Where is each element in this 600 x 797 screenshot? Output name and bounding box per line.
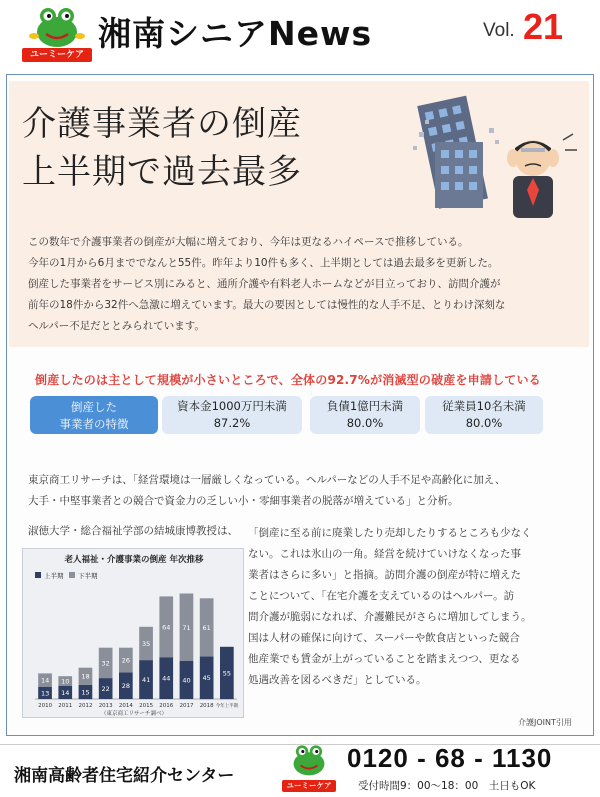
chart-data-label: 15 bbox=[81, 688, 90, 697]
intro-paragraph bbox=[28, 232, 568, 337]
chart-data-label: 14 bbox=[40, 676, 50, 685]
chart-data-label: 35 bbox=[141, 639, 151, 648]
intro-line: ヘルパー不足だととみられています。 bbox=[28, 320, 205, 332]
bankruptcy-chart bbox=[22, 548, 244, 718]
mascot-logo bbox=[22, 4, 92, 62]
stat-value: 80.0% bbox=[346, 416, 384, 430]
business-hours: 受付時間9：00～18：00 土日もOK bbox=[358, 780, 536, 792]
legend-swatch-upper bbox=[35, 572, 41, 578]
chart-data-label: 18 bbox=[81, 672, 90, 681]
chart-legend bbox=[35, 571, 98, 580]
chart-tick-label: 2010 bbox=[38, 703, 53, 709]
stat-value: 80.0% bbox=[465, 416, 503, 430]
quote-line: 問介護が脆弱になれば、介護難民がさらに増加してしまう。 bbox=[248, 611, 532, 623]
chart-tick-label: 2012 bbox=[78, 703, 93, 709]
quote-line: ことについて、「在宅介護を支えているのはヘルパー。訪 bbox=[248, 590, 515, 602]
chart-tick-label: 2018 bbox=[199, 703, 214, 709]
chart-tick-label: 2014 bbox=[118, 703, 133, 709]
phone-number[interactable]: 0120 - 68 - 1130 bbox=[347, 743, 553, 773]
chart-tick-label: 2017 bbox=[179, 703, 194, 709]
newsletter-title: 湘南シニアNews bbox=[98, 14, 373, 53]
intro-line: 前年の18件から32件へ急激に増えています。最大の要因としては慢性的な人手不足、とりわけ深刻な bbox=[28, 299, 506, 311]
collapsing-building-illustration bbox=[405, 80, 585, 220]
legend-label-lower: 下半期 bbox=[78, 572, 98, 580]
stat-label: 資本金1000万円未満 bbox=[177, 399, 287, 413]
frog-mascot-icon bbox=[282, 740, 336, 780]
brand-strip: ユーミーケア bbox=[22, 48, 92, 62]
chart-data-label: 40 bbox=[182, 676, 191, 685]
quote-line: 国は人材の確保に向けて、スーパーや飲食店といった競合 bbox=[248, 632, 520, 644]
intro-line: この数年で介護事業者の倒産が大幅に増えており、今年は更なるハイペースで推移している。 bbox=[28, 236, 469, 248]
intro-line: 今年の1月から6月まででなんと55件。昨年より10件も多く、上半期としては過去最多を更新した。 bbox=[28, 257, 499, 269]
body-paragraph bbox=[28, 470, 578, 512]
chart-data-label: 26 bbox=[121, 656, 131, 665]
quote-line: 他産業でも賃金が上がっていることを踏まえつつ、更なる bbox=[248, 653, 521, 665]
chart-data-label: 64 bbox=[162, 623, 171, 632]
stat-label: 従業員10名未満 bbox=[442, 399, 526, 413]
legend-label-upper: 上半期 bbox=[44, 572, 64, 580]
footer-brand-strip: ユーミーケア bbox=[282, 780, 336, 792]
chart-tick-label: 今年上半期 bbox=[215, 704, 239, 709]
chart-data-label: 14 bbox=[61, 688, 70, 697]
chart-data-label: 61 bbox=[202, 623, 211, 632]
citation: 介護JOINT引用 bbox=[518, 718, 572, 727]
chart-data-label: 22 bbox=[101, 685, 110, 694]
chart-data-label: 71 bbox=[182, 623, 191, 632]
stat-value: 87.2% bbox=[213, 416, 251, 430]
chart-title: 老人福祉・介護事業の倒産 年次推移 bbox=[64, 555, 204, 565]
body-line: 大手・中堅事業者との競合で資金力の乏しい小・零細事業者の脱落が増えている」と分析。 bbox=[28, 495, 459, 507]
professor-quote bbox=[248, 523, 586, 691]
chart-data-label: 32 bbox=[101, 659, 110, 668]
chart-tick-label: 2016 bbox=[159, 703, 174, 709]
frog-mascot-icon bbox=[22, 4, 92, 50]
stat-employees bbox=[425, 396, 543, 434]
volume-label: Vol. bbox=[483, 20, 515, 41]
chart-svg bbox=[23, 549, 245, 719]
chart-source-note: （東京商工リサーチ調べ） bbox=[101, 711, 167, 717]
quote-line: ない。これは氷山の一角。経営を続けていけなくなった事 bbox=[248, 548, 521, 560]
volume-number: 21 bbox=[523, 6, 564, 47]
stat-debt bbox=[310, 396, 420, 434]
chart-data-label: 28 bbox=[121, 682, 131, 691]
feature-label-line-2: 事業者の特徴 bbox=[59, 417, 129, 431]
headline-line-1: 介護事業者の倒産 bbox=[22, 104, 302, 144]
stat-capital bbox=[162, 396, 302, 434]
header bbox=[0, 0, 600, 70]
stat-label: 負債1億円未満 bbox=[326, 399, 404, 413]
professor-intro: 淑徳大学・総合福祉学部の結城康博教授は、 bbox=[28, 525, 238, 537]
chart-tick-label: 2015 bbox=[139, 703, 154, 709]
intro-line: 倒産した事業者をサービス別にみると、通所介護や有料老人ホームなどが目立っており、訪問介護が bbox=[28, 278, 501, 290]
quote-line: 処遇改善を図るべきだ」としている。 bbox=[248, 674, 427, 686]
quote-line: 業者はさらに多い」と指摘。訪問介護の倒産が特に増えた bbox=[248, 569, 521, 581]
footer-mascot-logo bbox=[282, 740, 336, 792]
chart-data-label: 44 bbox=[162, 674, 171, 683]
quote-line: 「倒産に至る前に廃業したり売却したりするところも少なく bbox=[248, 527, 532, 539]
center-name: 湘南高齢者住宅紹介センター bbox=[14, 766, 235, 786]
headline-line-2: 上半期で過去最多 bbox=[22, 152, 302, 192]
chart-data-label: 41 bbox=[141, 676, 151, 684]
chart-data-label: 55 bbox=[222, 669, 232, 678]
chart-data-label: 45 bbox=[202, 674, 211, 683]
chart-tick-label: 2011 bbox=[58, 703, 73, 709]
feature-label-line-1: 倒産した bbox=[71, 400, 117, 414]
chart-tick-label: 2013 bbox=[98, 703, 113, 709]
highlight-statement: 倒産したのは主として規模が小さいところで、全体の92.7%が消滅型の破産を申請している bbox=[35, 373, 541, 387]
feature-label bbox=[30, 396, 158, 434]
chart-data-label: 13 bbox=[40, 689, 50, 698]
body-line: 東京商工リサーチは、「経営環境は一層厳しくなっている。ヘルパーなどの人手不足や高齢化に加え、 bbox=[28, 474, 506, 486]
legend-swatch-lower bbox=[69, 572, 75, 578]
chart-data-label: 10 bbox=[61, 677, 70, 686]
